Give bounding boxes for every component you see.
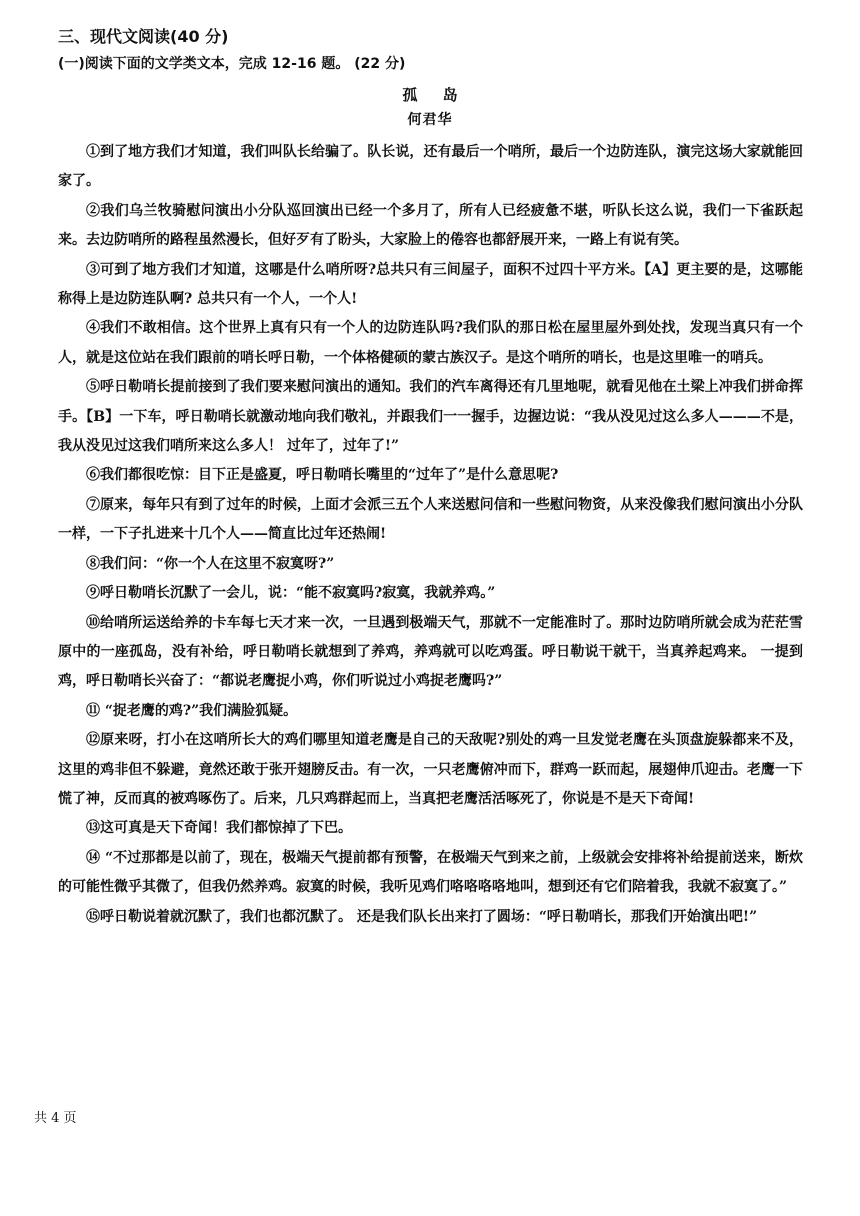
paragraph-6: ⑥我们都很吃惊：目下正是盛夏，呼日勒哨长嘴里的“过年了”是什么意思呢?: [86, 467, 559, 484]
section-heading: 三、现代文阅读(40 分): [58, 27, 229, 46]
paragraph-5: ⑤呼日勒哨长提前接到了我们要来慰问演出的通知。我们的汽车离得还有几里地呢，就看见他在土梁上冲我们拼命挥手。【B】一下车，呼日勒哨长就激动地向我们敬礼，并跟我们一一握手，边握边说：“我从没见过这么多人———不是，我从没见过这我们哨所来这么多人！ 过年了，过年了!”: [58, 379, 803, 455]
paragraph-4: ④我们不敢相信。这个世界上真有只有一个人的边防连队吗?我们队的那日松在屋里屋外到处找，发现当真只有一个人，就是这位站在我们跟前的哨长呼日勒，一个体格健硕的蒙古族汉子。是这个哨所的哨长，也是这里唯一的哨兵。: [58, 320, 803, 366]
paragraph-7: ⑦原来，每年只有到了过年的时候，上面才会派三五个人来送慰问信和一些慰问物资，从来没像我们慰问演出小分队一样，一下子扎进来十几个人——简直比过年还热闹!: [58, 496, 803, 543]
paragraph-15: ⑮呼日勒说着就沉默了，我们也都沉默了。 还是我们队长出来打了圆场：“呼日勒哨长，那我们开始演出吧!”: [86, 908, 758, 925]
page-count-footer: 共 4 页: [34, 1111, 77, 1126]
paragraph-11: ⑪ “捉老鹰的鸡?”我们满脸狐疑。: [86, 702, 298, 719]
paragraph-10: ⑩给哨所运送给养的卡车每七天才来一次，一旦遇到极端天气，那就不一定能准时了。那时边防哨所就会成为茫茫雪原中的一座孤岛，没有补给，呼日勒哨长就想到了养鸡，养鸡就可以吃鸡蛋。呼日勒说干就干，当真养起鸡来。 一提到鸡，呼日勒哨长兴奋了：“都说老鹰捉小鸡，你们听说过小鸡捉老鹰吗?”: [58, 614, 803, 690]
paragraph-1: ①到了地方我们才知道，我们叫队长给骗了。队长说，还有最后一个哨所，最后一个边防连队，演完这场大家就能回家了。: [58, 144, 803, 190]
paragraph-12: ⑫原来呀，打小在这哨所长大的鸡们哪里知道老鹰是自己的天敌呢?别处的鸡一旦发觉老鹰在头顶盘旋躲都来不及，这里的鸡非但不躲避，竟然还敢于张开翅膀反击。有一次，一只老鹰俯冲而下，群鸡一跃而起，展翅伸爪迎击。老鹰一下慌了神，反而真的被鸡啄伤了。后来，几只鸡群起而上，当真把老鹰活活啄死了，你说是不是天下奇闻!: [58, 732, 803, 807]
story-body: [58, 138, 803, 932]
story-title: 孤 岛: [402, 86, 468, 104]
paragraph-8: ⑧我们问：“你一个人在这里不寂寞呀?”: [86, 555, 335, 572]
subsection-instruction: (一)阅读下面的文学类文本，完成 12-16 题。 (22 分): [58, 56, 406, 72]
story-author: 何君华: [407, 112, 453, 128]
paragraph-14: ⑭ “不过那都是以前了，现在，极端天气提前都有预警，在极端天气到来之前，上级就会安排将补给提前送来，断炊的可能性微乎其微了，但我仍然养鸡。寂寞的时候，我听见鸡们咯咯咯咯地叫，想到还有它们陪着我，我就不寂寞了。”: [58, 849, 803, 896]
paragraph-2: ②我们乌兰牧骑慰问演出小分队巡回演出已经一个多月了，所有人已经疲惫不堪，听队长这么说，我们一下雀跃起来。去边防哨所的路程虽然漫长，但好歹有了盼头，大家脸上的倦容也都舒展开来，一路上有说有笑。: [58, 202, 803, 249]
paragraph-3: ③可到了地方我们才知道，这哪是什么哨所呀?总共只有三间屋子，面积不过四十平方米。【A】更主要的是，这哪能称得上是边防连队啊? 总共只有一个人，一个人!: [58, 261, 803, 308]
paragraph-13: ⑬这可真是天下奇闻！我们都惊掉了下巴。: [86, 820, 352, 837]
paragraph-9: ⑨呼日勒哨长沉默了一会儿，说：“能不寂寞吗?寂寞，我就养鸡。”: [86, 585, 496, 602]
